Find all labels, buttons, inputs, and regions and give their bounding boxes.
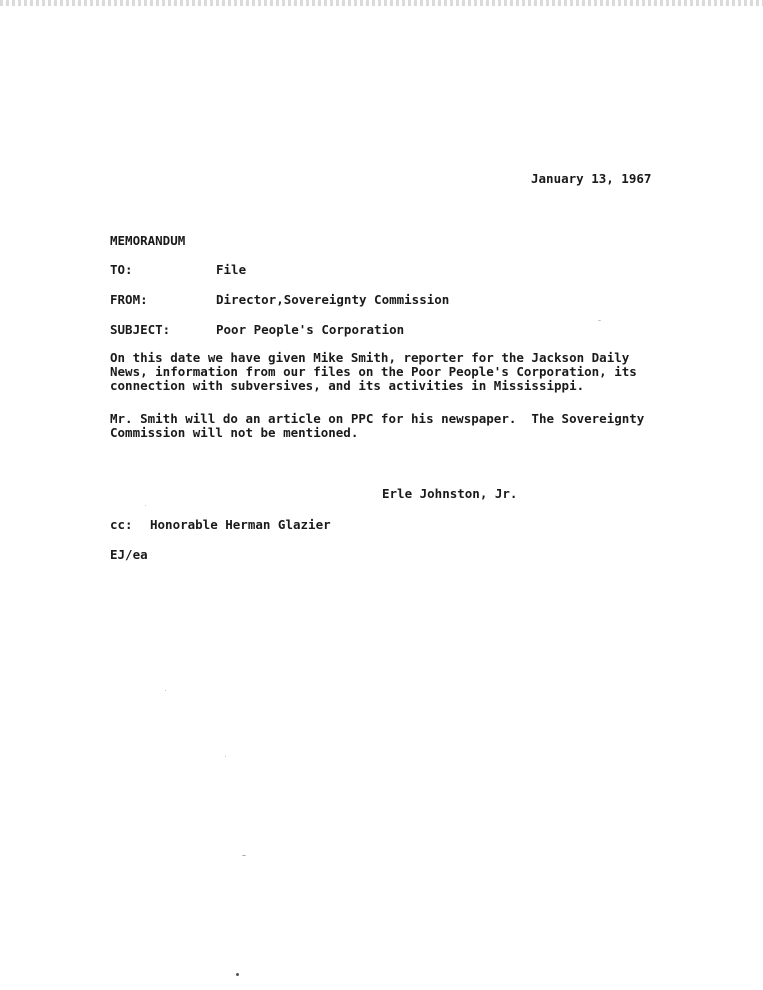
to-value: File bbox=[216, 262, 247, 277]
body-paragraph-1 bbox=[110, 351, 637, 393]
signature-name: Erle Johnston, Jr. bbox=[382, 486, 518, 501]
memo-date: January 13, 1967 bbox=[531, 171, 652, 186]
scan-speck bbox=[165, 690, 166, 691]
scan-speck bbox=[236, 973, 239, 976]
paragraph-line: Commission will not be mentioned. bbox=[110, 425, 359, 440]
scan-speck bbox=[242, 855, 246, 856]
typist-initials: EJ/ea bbox=[110, 547, 148, 562]
from-label: FROM: bbox=[110, 292, 148, 307]
paragraph-line: connection with subversives, and its activities in Mississippi. bbox=[110, 378, 585, 393]
scan-speck bbox=[225, 756, 226, 757]
scan-edge-artifact bbox=[0, 0, 763, 6]
subject-value: Poor People's Corporation bbox=[216, 322, 405, 337]
from-value: Director,Sovereignty Commission bbox=[216, 292, 450, 307]
cc-recipient: Honorable Herman Glazier bbox=[150, 517, 331, 532]
scan-speck bbox=[145, 505, 146, 506]
scan-speck bbox=[598, 320, 601, 321]
paragraph-line: News, information from our files on the Poor People's Corporation, its bbox=[110, 364, 637, 379]
paragraph-line: Mr. Smith will do an article on PPC for his newspaper. The Sovereignty bbox=[110, 411, 645, 426]
paragraph-line: On this date we have given Mike Smith, reporter for the Jackson Daily bbox=[110, 350, 630, 365]
to-label: TO: bbox=[110, 262, 133, 277]
memo-heading: MEMORANDUM bbox=[110, 233, 186, 248]
subject-label: SUBJECT: bbox=[110, 322, 171, 337]
body-paragraph-2 bbox=[110, 412, 644, 440]
cc-label: cc: bbox=[110, 517, 133, 532]
